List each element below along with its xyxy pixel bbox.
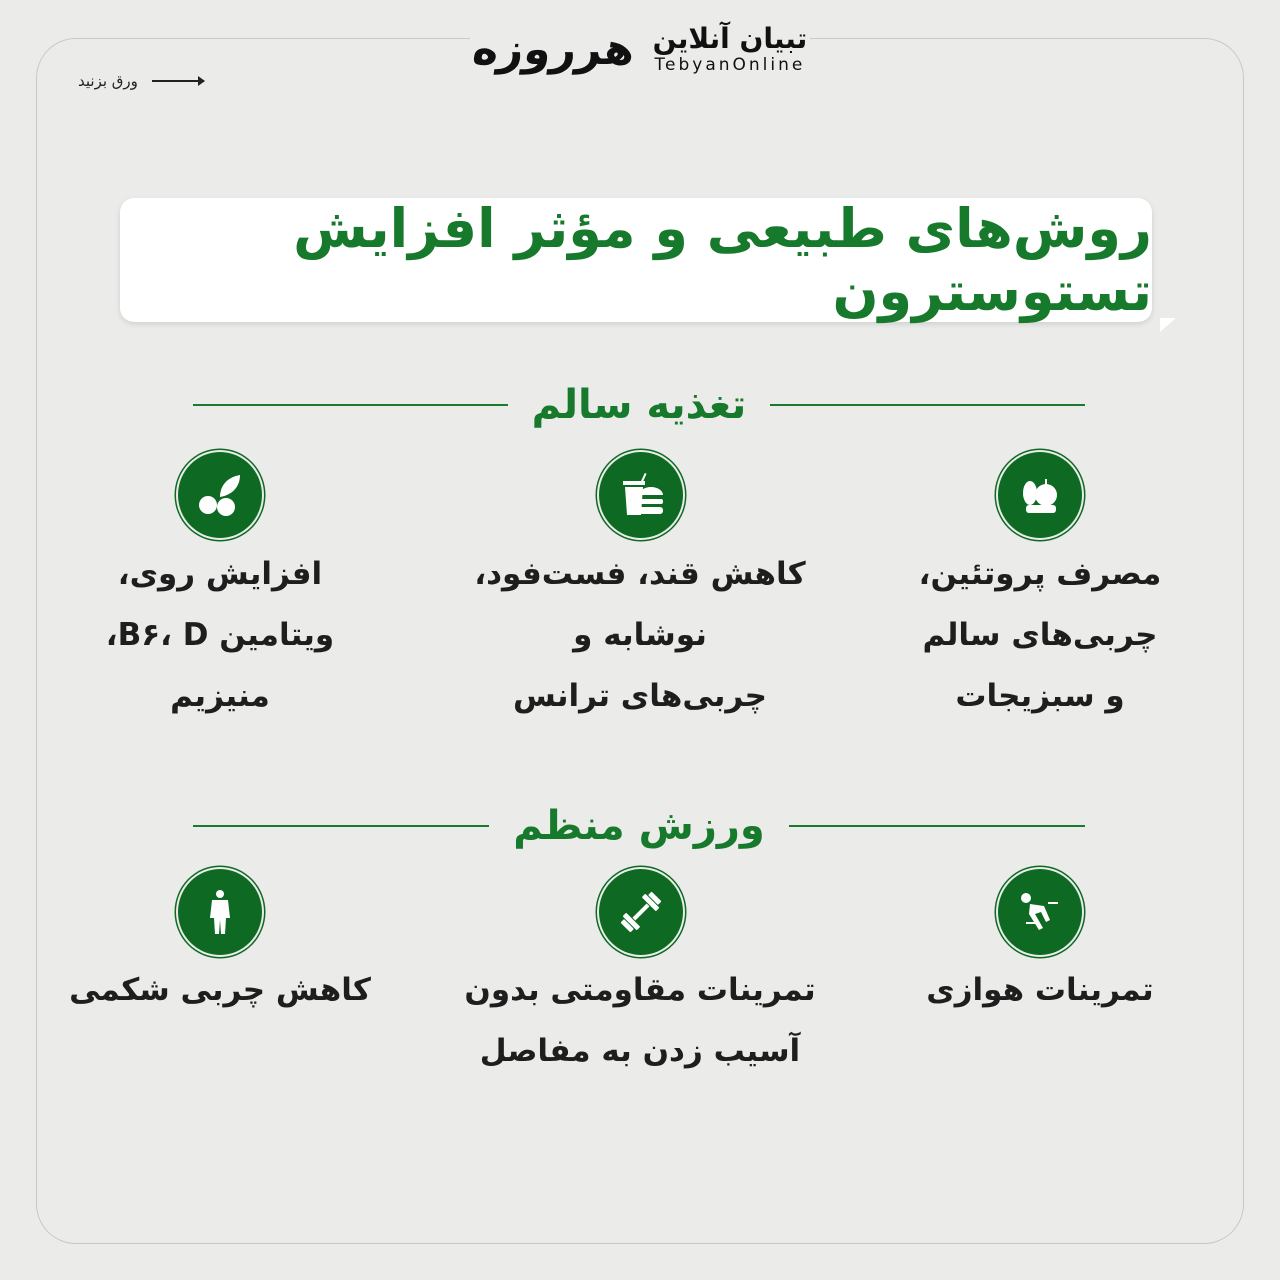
- nutrients-leaf-icon: [178, 452, 262, 538]
- item-aerobic: [850, 960, 1230, 1021]
- item-line: ویتامین B۶، D،: [105, 617, 335, 653]
- item-line: نوشابه و: [573, 617, 707, 653]
- item-line: کاهش چربی شکمی: [69, 972, 371, 1008]
- section-title: ورزش منظم: [513, 803, 765, 849]
- divider: [193, 825, 489, 827]
- item-line: آسیب زدن به مفاصل: [479, 1033, 801, 1069]
- har-rooze-logo: هرروزه: [469, 23, 639, 75]
- section-heading-nutrition: [193, 382, 1085, 428]
- item-protein: [850, 544, 1230, 727]
- divider: [193, 404, 508, 406]
- item-belly-fat: [30, 960, 410, 1021]
- item-line: چربی‌های سالم: [922, 617, 1158, 653]
- brand-header: [470, 14, 810, 84]
- tebyan-logo-en: TebyanOnline: [654, 55, 806, 75]
- fast-food-icon: [599, 452, 683, 538]
- item-reduce-sugar: [450, 544, 830, 727]
- item-line: تمرینات هوازی: [926, 972, 1154, 1008]
- tebyan-logo: [653, 23, 808, 75]
- swipe-label: ورق بزنید: [78, 72, 138, 90]
- item-zinc-vitamins: [30, 544, 410, 727]
- page-title: روش‌های طبیعی و مؤثر افزایش تستوسترون: [293, 197, 1152, 323]
- title-bubble: [120, 198, 1152, 322]
- item-line: و سبزیجات: [955, 678, 1125, 714]
- item-line: تمرینات مقاومتی بدون: [464, 972, 816, 1008]
- item-resistance: [450, 960, 830, 1082]
- item-line: کاهش قند، فست‌فود،: [474, 556, 806, 592]
- divider: [770, 404, 1085, 406]
- item-line: چربی‌های ترانس: [513, 678, 767, 714]
- section-title: تغذیه سالم: [531, 382, 747, 428]
- section-heading-exercise: [193, 803, 1085, 849]
- item-line: افزایش روی،: [117, 556, 323, 592]
- divider: [789, 825, 1085, 827]
- running-icon: [998, 869, 1082, 955]
- fruits-vegetables-icon: [998, 452, 1082, 538]
- item-line: مصرف پروتئین،: [918, 556, 1162, 592]
- slim-body-icon: [178, 869, 262, 955]
- arrow-right-icon: [152, 80, 204, 82]
- tebyan-logo-fa: تبیان آنلاین: [652, 22, 808, 55]
- swipe-hint[interactable]: [78, 72, 204, 90]
- dumbbell-icon: [599, 869, 683, 955]
- item-line: منیزیم: [170, 678, 270, 714]
